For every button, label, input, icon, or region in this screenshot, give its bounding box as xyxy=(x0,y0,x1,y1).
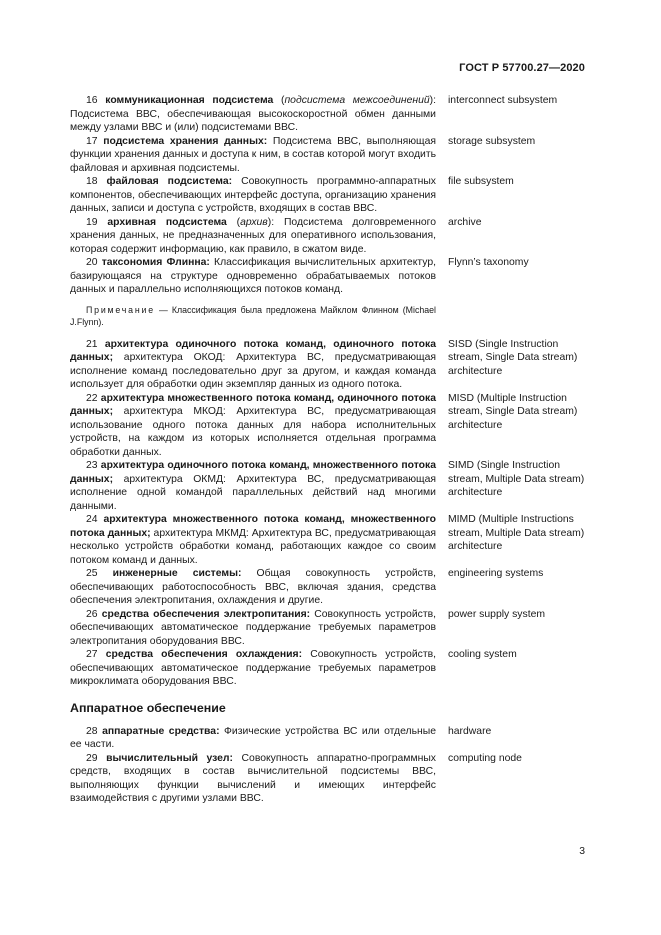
term-number: 16 xyxy=(86,95,98,106)
term-title: таксономия Флинна: xyxy=(101,257,210,268)
term-number: 29 xyxy=(86,752,98,764)
term-english: MISD (Multiple Instruction stream, Single Data stream) architecture xyxy=(448,392,578,431)
term-english: cooling system xyxy=(448,649,517,660)
term-number: 18 xyxy=(86,176,98,187)
term-entry xyxy=(70,608,586,649)
term-number: 24 xyxy=(86,514,98,525)
term-english: archive xyxy=(448,216,482,228)
term-entry xyxy=(70,338,586,392)
term-definition: Совокупность аппаратно-программных средств, входящих в состав вычислительной подсистемы ВВС, выполняющих функции вычислений и имеющих интерфейс взаимодействия с другими узлами ВВС. xyxy=(70,752,436,804)
term-number: 22 xyxy=(86,392,98,404)
note-text: — Классификация была предложена Майклом Флинном (Michael J.Flynn). xyxy=(70,304,436,327)
term-english: MIMD (Multiple Instructions stream, Multiple Data stream) architecture xyxy=(448,514,585,552)
page-number: 3 xyxy=(579,846,585,857)
term-definition: архитектура МКОД: Архитектура ВС, предусматривающая использование одного потока данных для набора исполнительных устройств, на каждом из которых исполняется отдельная программа обработки данных. xyxy=(70,406,436,458)
term-number: 19 xyxy=(86,216,98,228)
term-title: инженерные системы: xyxy=(112,568,242,579)
term-title: архивная подсистема xyxy=(107,216,227,228)
page-header: ГОСТ Р 57700.27—2020 xyxy=(459,62,585,74)
term-title: средства обеспечения электропитания: xyxy=(101,608,311,620)
note xyxy=(70,304,436,328)
term-entry xyxy=(70,392,586,460)
term-entry xyxy=(70,216,586,257)
term-definition: Подсистема ВВС, обеспечивающая высокоскоростной обмен данными между узлами ВВС и (или) подсистемами ВВС. xyxy=(70,108,436,133)
term-number: 25 xyxy=(86,568,98,579)
section-heading: Аппаратное обеспечение xyxy=(70,700,226,715)
term-number: 27 xyxy=(86,649,98,660)
term-title: вычислительный узел: xyxy=(106,752,233,764)
term-title: архитектура множественного потока команд, множественного потока данных; xyxy=(70,514,436,539)
term-definition: архитектура МКМД: Архитектура ВС, предусматривающая несколько устройств обработки команд, работающих каждое со своим потоком команд и данных. xyxy=(70,527,436,566)
term-title: архитектура одиночного потока команд, одиночного потока данных; xyxy=(70,338,436,363)
term-entry xyxy=(70,175,586,216)
term-title: архитектура одиночного потока команд, множественного потока данных; xyxy=(70,460,437,485)
term-definition: архитектура ОКМД: Архитектура ВС, предусматривающая исполнение одной командой параллельных действий над многими данными. xyxy=(70,473,436,512)
document-body xyxy=(70,94,586,806)
term-entry xyxy=(70,567,586,608)
term-english: engineering systems xyxy=(448,568,544,579)
term-entry xyxy=(70,752,586,806)
term-number: 28 xyxy=(86,725,98,737)
term-definition: Подсистема долговременного хранения данных, не предназначенных для оперативного использования, которая содержит информацию, как правило, в сжатом виде. xyxy=(70,216,436,255)
term-english: computing node xyxy=(448,752,522,764)
term-number: 26 xyxy=(86,608,98,620)
term-english: interconnect subsystem xyxy=(448,95,558,106)
term-definition: Классификация вычислительных архитектур, базирующаяся на структуре одновременно обрабатываемых потоков данных и параллельно исполняющихся потоков команд. xyxy=(70,257,436,295)
term-english: file subsystem xyxy=(448,176,514,187)
term-entry xyxy=(70,459,586,513)
term-title: коммуникационная подсистема xyxy=(105,95,274,106)
term-entry xyxy=(70,725,586,752)
term-definition: Подсистема ВВС, выполняющая функции хранения данных и доступа к ним, в состав которой могут входить файловая и архивная подсистемы. xyxy=(70,135,436,174)
term-title: архитектура множественного потока команд, одиночного потока данных; xyxy=(70,392,437,417)
term-definition: Общая совокупность устройств, обеспечивающих работоспособность ВВС, включая здания, средства обеспечения электропитания, охлаждения и другие. xyxy=(70,568,437,606)
term-english: storage subsystem xyxy=(448,135,536,147)
term-title: подсистема хранения данных: xyxy=(103,135,268,147)
term-paren: ): xyxy=(429,95,436,106)
term-english: power supply system xyxy=(448,608,546,620)
term-synonym: подсистема межсоединений xyxy=(284,95,430,106)
term-english: hardware xyxy=(448,725,492,737)
term-paren: ( xyxy=(226,216,241,228)
term-title: средства обеспечения охлаждения: xyxy=(105,649,303,660)
term-english: SISD (Single Instruction stream, Single Data stream) architecture xyxy=(448,338,578,377)
term-definition: Физические устройства ВС или отдельные ее части. xyxy=(70,725,436,750)
term-number: 17 xyxy=(86,135,98,147)
term-paren: ( xyxy=(273,95,285,106)
term-entry xyxy=(70,94,586,135)
term-synonym: архив xyxy=(240,216,268,228)
term-definition: Совокупность устройств, обеспечивающих автоматическое поддержание требуемых параметров микроклимата оборудования ВВС. xyxy=(70,649,437,687)
term-number: 21 xyxy=(86,338,98,350)
term-entry xyxy=(70,513,586,567)
term-definition: Совокупность программно-аппаратных компонентов, обеспечивающих интерфейс доступа, организацию хранения данных, записи и доступа с устройств, входящих в состав ВВС. xyxy=(70,176,436,214)
term-title: аппаратные средства: xyxy=(102,725,220,737)
term-english: Flynn’s taxonomy xyxy=(448,257,529,268)
term-entry xyxy=(70,648,586,689)
term-number: 23 xyxy=(86,460,98,471)
term-entry xyxy=(70,135,586,176)
term-title: файловая подсистема: xyxy=(106,176,233,187)
term-definition: архитектура ОКОД: Архитектура ВС, предусматривающая исполнение команд последовательно друг за другом, и каждая команда использует для обработки один экземпляр данных из одного потока. xyxy=(70,352,436,390)
term-english: SIMD (Single Instruction stream, Multiple Data stream) architecture xyxy=(448,460,585,498)
term-paren: ): xyxy=(267,216,284,228)
term-entry xyxy=(70,256,586,297)
note-label: Примечание xyxy=(86,304,155,315)
term-definition: Совокупность устройств, обеспечивающих автоматическое поддержание требуемых параметров электропитания оборудования ВВС. xyxy=(70,608,436,647)
term-number: 20 xyxy=(86,257,98,268)
